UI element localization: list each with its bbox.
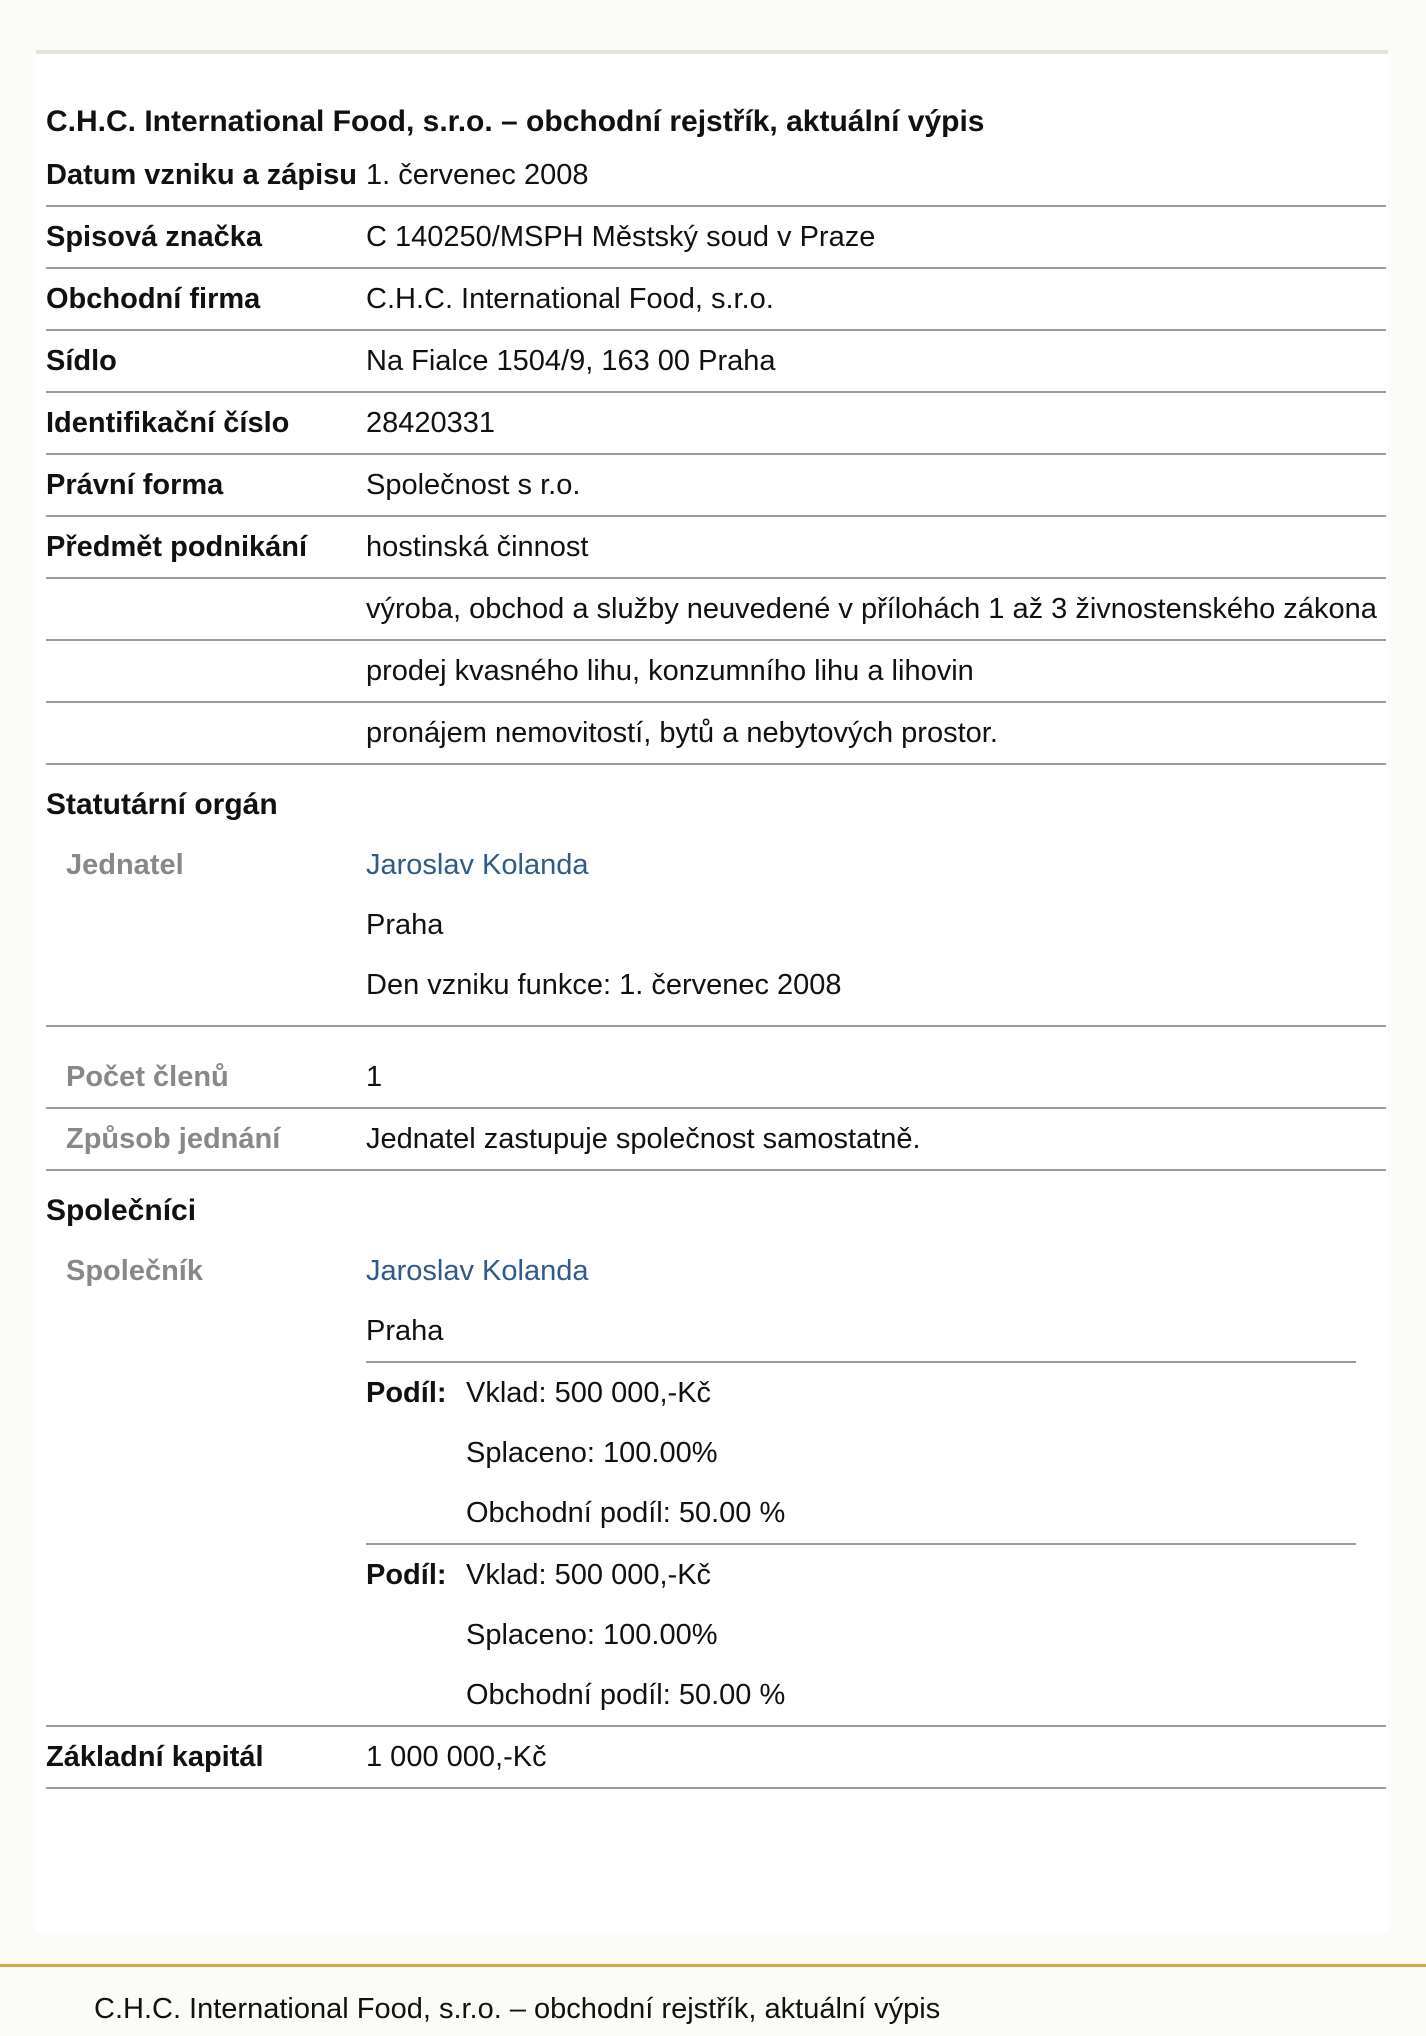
row-value: C.H.C. International Food, s.r.o.: [366, 283, 774, 315]
row-value: C 140250/MSPH Městský soud v Praze: [366, 221, 876, 253]
share-vklad: Vklad: 500 000,-Kč: [466, 1377, 712, 1409]
row-value: Společnost s r.o.: [366, 469, 581, 501]
row-label: Předmět podnikání: [46, 531, 308, 563]
row-predmet-podnikani: [46, 517, 1386, 579]
row-label: Počet členů: [66, 1061, 229, 1093]
footer-title: C.H.C. International Food, s.r.o. – obchodní rejstřík, aktuální výpis: [94, 1993, 941, 2025]
share-label: Podíl:: [366, 1377, 447, 1409]
share-values: [466, 1545, 1356, 1725]
share-splaceno: Splaceno: 100.00%: [466, 1437, 718, 1469]
spolecnik-details: [366, 1241, 1386, 1725]
row-value: pronájem nemovitostí, bytů a nebytových prostor.: [366, 717, 998, 749]
row-predmet-item: [46, 703, 1386, 765]
row-label: Základní kapitál: [46, 1741, 264, 1773]
jednatel-details: [366, 835, 1386, 1015]
share-block: [366, 1543, 1356, 1725]
row-value: Na Fialce 1504/9, 163 00 Praha: [366, 345, 776, 377]
share-podil: Obchodní podíl: 50.00 %: [466, 1679, 786, 1711]
share-values: [466, 1363, 1356, 1543]
register-extract-card: [36, 50, 1388, 1932]
row-predmet-item: [46, 641, 1386, 703]
row-value: hostinská činnost: [366, 531, 589, 563]
section-heading-spolecnici: Společníci: [46, 1194, 197, 1227]
jednatel-city: Praha: [366, 909, 444, 941]
row-spisova-znacka: [46, 207, 1386, 269]
row-zakladni-kapital: [46, 1727, 1386, 1789]
spolecnik-city: Praha: [366, 1315, 444, 1347]
row-zpusob-jednani: [46, 1109, 1386, 1171]
row-pravni-forma: [46, 455, 1386, 517]
row-datum-vzniku: [46, 145, 1386, 207]
row-pocet-clenu: [46, 1027, 1386, 1109]
share-splaceno: Splaceno: 100.00%: [466, 1619, 718, 1651]
row-label: Právní forma: [46, 469, 224, 501]
row-label: Společník: [66, 1255, 203, 1287]
row-label: Jednatel: [66, 849, 184, 881]
row-jednatel: [46, 835, 1386, 1027]
row-value: 1. červenec 2008: [366, 159, 589, 191]
page-title: C.H.C. International Food, s.r.o. – obchodní rejstřík, aktuální výpis: [46, 105, 985, 138]
share-label: Podíl:: [366, 1559, 447, 1591]
row-spolecnik: [46, 1241, 1386, 1727]
spolecnik-name-link[interactable]: Jaroslav Kolanda: [366, 1255, 589, 1287]
row-label: Obchodní firma: [46, 283, 261, 315]
share-block: [366, 1361, 1356, 1543]
jednatel-name-link[interactable]: Jaroslav Kolanda: [366, 849, 589, 881]
row-label: Spisová značka: [46, 221, 262, 253]
row-value: 28420331: [366, 407, 496, 439]
row-label-empty: [46, 579, 366, 639]
row-value: 1: [366, 1061, 383, 1093]
row-value: Jednatel zastupuje společnost samostatně.: [366, 1123, 921, 1155]
page-footer: [0, 1964, 1426, 2025]
row-identifikacni-cislo: [46, 393, 1386, 455]
share-podil: Obchodní podíl: 50.00 %: [466, 1497, 786, 1529]
row-label: Datum vzniku a zápisu: [46, 159, 358, 191]
section-heading-statutarni: Statutární orgán: [46, 788, 278, 821]
row-label: Identifikační číslo: [46, 407, 290, 439]
row-predmet-item: [46, 579, 1386, 641]
row-value: prodej kvasného lihu, konzumního lihu a lihovin: [366, 655, 974, 687]
row-value: 1 000 000,-Kč: [366, 1741, 547, 1773]
row-obchodni-firma: [46, 269, 1386, 331]
jednatel-since: Den vzniku funkce: 1. červenec 2008: [366, 969, 842, 1001]
row-label: Způsob jednání: [66, 1123, 281, 1155]
row-label-empty: [46, 641, 366, 701]
row-label-empty: [46, 703, 366, 763]
share-vklad: Vklad: 500 000,-Kč: [466, 1559, 712, 1591]
row-value: výroba, obchod a služby neuvedené v přílohách 1 až 3 živnostenského zákona: [366, 593, 1377, 625]
row-sidlo: [46, 331, 1386, 393]
register-extract: [46, 54, 1386, 1789]
row-label: Sídlo: [46, 345, 117, 377]
